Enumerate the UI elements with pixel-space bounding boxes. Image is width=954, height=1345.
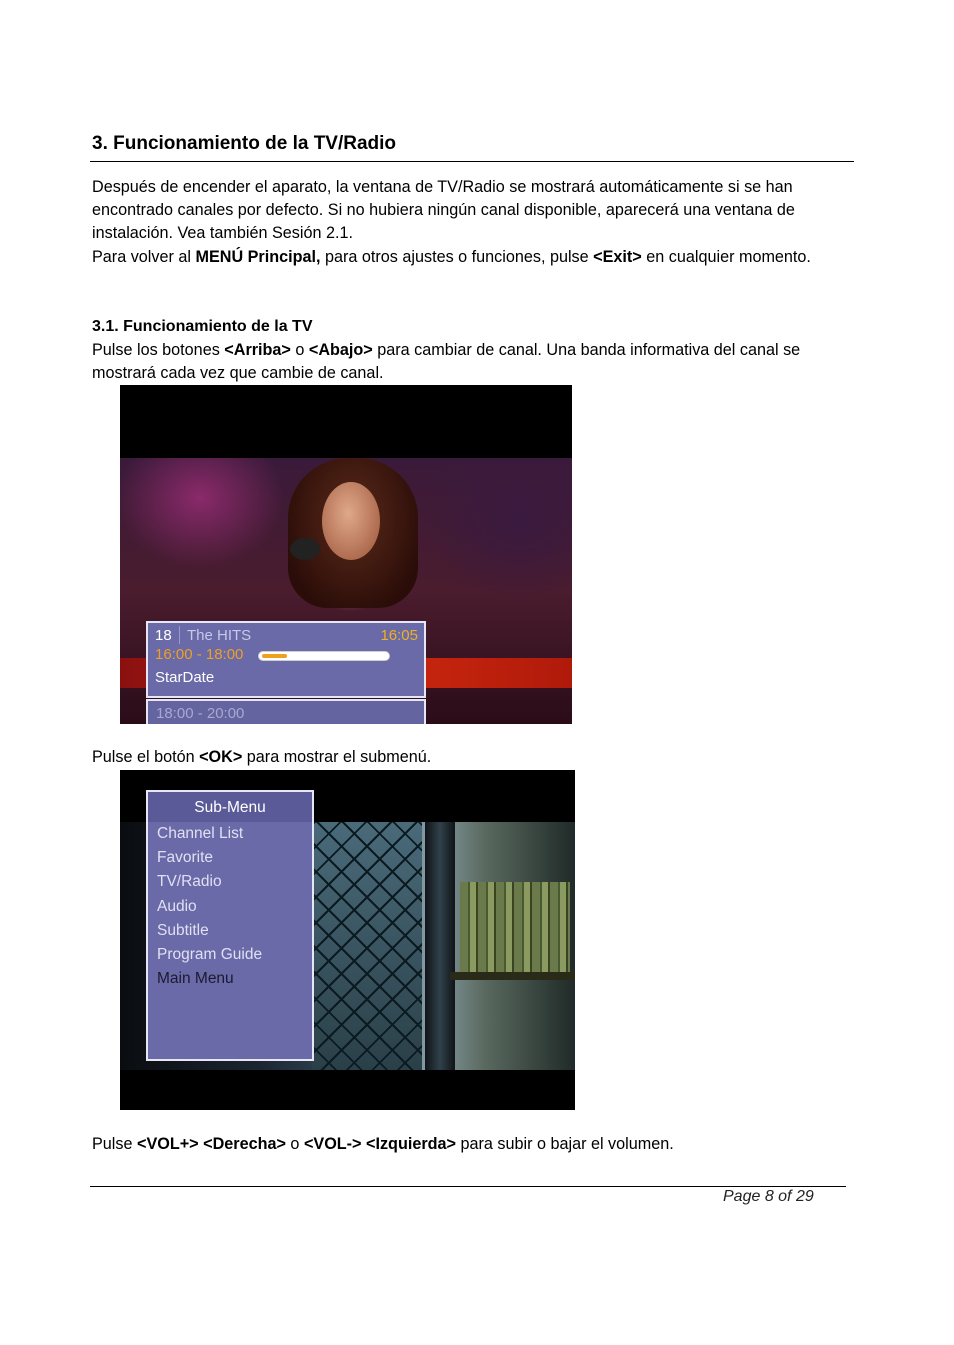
intro-paragraph: Después de encender el aparato, la ventana de TV/Radio se mostrará automáticamente si se han encontrado canales por defecto. Si no hubiera ningún canal disponible, aparecerá una ventana de instalación. Vea también Sesión 2.1. [92, 178, 795, 243]
vol-down-key: <VOL-> <Izquierda> [303, 1135, 456, 1153]
up-key: <Arriba> [224, 341, 291, 359]
menu-item-program-guide[interactable]: Program Guide [157, 945, 263, 963]
menu-item-main-menu[interactable]: Main Menu [157, 970, 234, 988]
page-number: Page 8 of 29 [723, 1188, 814, 1205]
menu-item-channel-list[interactable]: Channel List [157, 825, 244, 842]
channel-name: The HITS [187, 627, 252, 644]
footer-rule [90, 1186, 846, 1187]
ok-instruction-paragraph [92, 746, 856, 769]
banner-clock: 16:05 [380, 627, 418, 644]
vol-up-key: <VOL+> <Derecha> [137, 1135, 286, 1153]
sub-menu-list [157, 822, 262, 991]
return-text-pre: Para volver al [92, 248, 196, 266]
menu-item-subtitle[interactable]: Subtitle [157, 921, 209, 939]
section-heading: 3. Funcionamiento de la TV/Radio [92, 133, 397, 154]
banner-current-panel [146, 621, 426, 698]
banner-divider [179, 626, 180, 644]
tv-submenu-screenshot [120, 770, 575, 1110]
return-text-mid: para otros ajustes o funciones, pulse [320, 248, 594, 266]
singer-face [322, 482, 380, 560]
main-menu-term: MENÚ Principal, [195, 248, 321, 266]
down-key: <Abajo> [308, 341, 373, 359]
program-progress-bar [258, 651, 390, 661]
current-time-range: 16:00 - 18:00 [155, 646, 244, 663]
ok-text-post: para mostrar el submenú. [242, 748, 432, 766]
bookshelf-books [460, 882, 570, 972]
channel-text-post: para cambiar de canal. Una banda informativa del canal se mostrará cada vez que cambie de canal. [92, 341, 801, 383]
sub-menu-panel [146, 790, 314, 1061]
return-menu-paragraph [92, 246, 856, 269]
menu-item-audio[interactable]: Audio [157, 897, 197, 915]
exit-key: <Exit> [593, 248, 642, 266]
channel-text-or: o [290, 341, 309, 359]
subsection-heading: 3.1. Funcionamiento de la TV [92, 318, 313, 335]
channel-number: 18 [155, 627, 172, 644]
ok-text-pre: Pulse el botón [92, 748, 200, 766]
heading-rule [90, 161, 854, 162]
menu-item-favorite[interactable]: Favorite [157, 849, 213, 867]
current-program: StarDate [155, 669, 215, 686]
stone-pillar [425, 822, 455, 1070]
volume-text-or: o [285, 1135, 304, 1153]
channel-change-paragraph [92, 339, 856, 385]
channel-text-pre: Pulse los botones [92, 341, 225, 359]
microphone-icon [290, 538, 320, 560]
concert-scene [120, 458, 572, 724]
volume-text-pre: Pulse [92, 1135, 137, 1153]
menu-item-tv-radio[interactable]: TV/Radio [157, 873, 222, 891]
return-text-post: en cualquier momento. [641, 248, 811, 266]
volume-text-post: para subir o bajar el volumen. [455, 1135, 674, 1153]
banner-next-panel [146, 699, 426, 724]
ok-key: <OK> [199, 748, 243, 766]
next-time-range: 18:00 - 20:00 [156, 705, 245, 722]
tv-channel-banner-screenshot [120, 385, 572, 724]
channel-info-banner [146, 621, 426, 724]
volume-instruction-paragraph [92, 1133, 856, 1156]
program-progress-fill [262, 654, 287, 658]
sub-menu-title: Sub-Menu [148, 792, 312, 822]
leaded-window [312, 822, 422, 1070]
bookshelf-board [450, 972, 575, 980]
